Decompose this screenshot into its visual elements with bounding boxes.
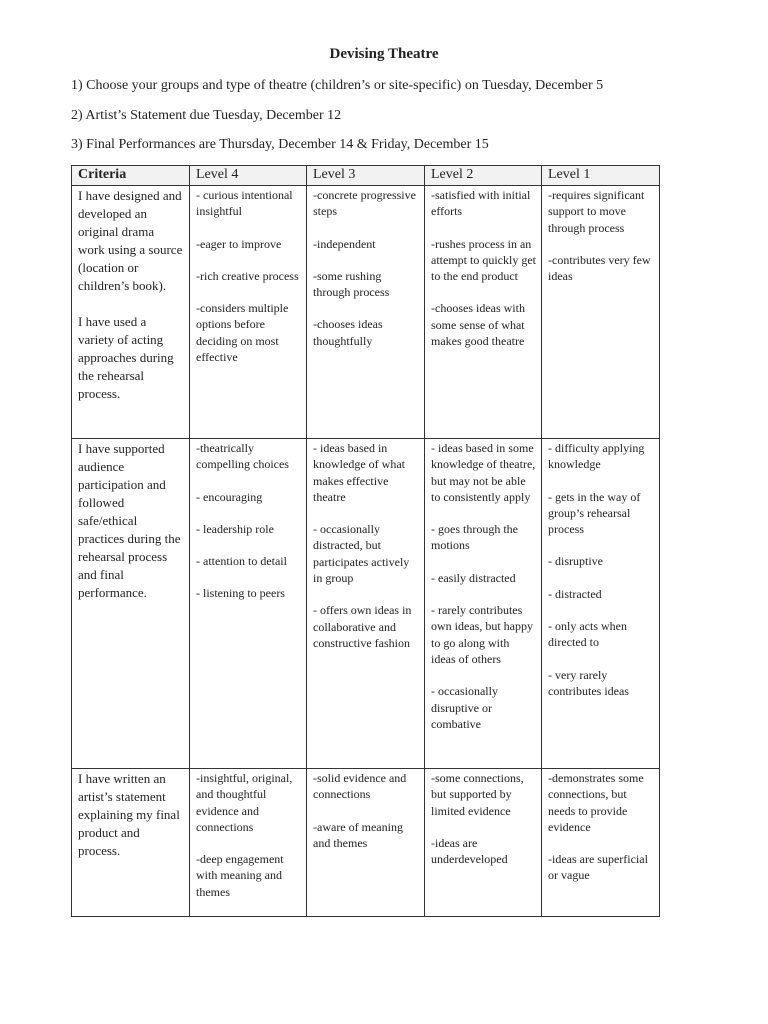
instruction-1: 1) Choose your groups and type of theatre (children’s or site-specific) on Tuesday, December 5 bbox=[71, 78, 604, 93]
level-2-cell bbox=[425, 439, 542, 769]
level-1-cell bbox=[542, 186, 660, 439]
descriptor: - offers own ideas in collaborative and constructive fashion bbox=[313, 603, 412, 650]
descriptor: -considers multiple options before deciding on most effective bbox=[196, 301, 289, 365]
descriptor: - distracted bbox=[548, 586, 602, 601]
descriptor: - gets in the way of group’s rehearsal process bbox=[548, 489, 641, 537]
level-3-cell bbox=[307, 186, 425, 439]
criteria-text: I have supported audience participation and followed safe/ethical practices during the rehearsal process and final performance. bbox=[78, 441, 181, 600]
descriptor: -some rushing through process bbox=[313, 268, 390, 300]
header-level-2: Level 2 bbox=[425, 166, 542, 186]
descriptor: -rich creative process bbox=[196, 268, 299, 283]
document-title: Devising Theatre bbox=[329, 46, 439, 62]
criteria-text: I have designed and developed an original drama work using a source (location or children’s book). bbox=[78, 188, 183, 293]
descriptor: -requires significant support to move through process bbox=[548, 188, 645, 235]
descriptor: -rushes process in an attempt to quickly get to the end product bbox=[431, 236, 536, 284]
descriptor: -contributes very few ideas bbox=[548, 252, 651, 284]
descriptor: - difficulty applying knowledge bbox=[548, 441, 645, 472]
descriptor: -independent bbox=[313, 236, 376, 251]
table-row bbox=[72, 769, 660, 917]
header-level-4: Level 4 bbox=[190, 166, 307, 186]
descriptor: - occasionally disruptive or combative bbox=[431, 684, 498, 731]
header-level-1: Level 1 bbox=[542, 166, 660, 186]
descriptor: - encouraging bbox=[196, 489, 263, 504]
descriptor: -deep engagement with meaning and themes bbox=[196, 852, 284, 899]
descriptor: -chooses ideas thoughtfully bbox=[313, 317, 383, 348]
descriptor: - ideas based in some knowledge of theatre, but may not be able to consistently apply bbox=[431, 441, 536, 504]
level-2-cell bbox=[425, 769, 542, 917]
descriptor: - rarely contributes own ideas, but happy to go along with ideas of others bbox=[431, 603, 533, 666]
descriptor: -ideas are underdeveloped bbox=[431, 835, 508, 867]
descriptor: - curious intentional insightful bbox=[196, 188, 293, 219]
table-row bbox=[72, 439, 660, 769]
instruction-3: 3) Final Performances are Thursday, December 14 & Friday, December 15 bbox=[71, 137, 489, 152]
criteria-cell bbox=[72, 186, 190, 439]
instruction-2: 2) Artist’s Statement due Tuesday, December 12 bbox=[71, 108, 342, 123]
level-1-cell bbox=[542, 439, 660, 769]
descriptor: - leadership role bbox=[196, 521, 274, 536]
descriptor: -concrete progressive steps bbox=[313, 188, 416, 219]
descriptor: -chooses ideas with some sense of what makes good theatre bbox=[431, 301, 525, 349]
descriptor: - easily distracted bbox=[431, 570, 516, 585]
header-criteria: Criteria bbox=[72, 166, 190, 186]
descriptor: - attention to detail bbox=[196, 554, 287, 569]
descriptor: -satisfied with initial efforts bbox=[431, 188, 531, 219]
criteria-cell bbox=[72, 769, 190, 917]
rubric-table bbox=[71, 165, 660, 917]
descriptor: - occasionally distracted, but participates actively in group bbox=[313, 522, 410, 586]
level-3-cell bbox=[307, 769, 425, 917]
level-3-cell bbox=[307, 439, 425, 769]
level-4-cell bbox=[190, 439, 307, 769]
descriptor: - listening to peers bbox=[196, 586, 285, 601]
descriptor: - disruptive bbox=[548, 554, 603, 569]
descriptor: - only acts when directed to bbox=[548, 619, 627, 650]
level-4-cell bbox=[190, 769, 307, 917]
descriptor: -some connections, but supported by limited evidence bbox=[431, 771, 524, 818]
level-2-cell bbox=[425, 186, 542, 439]
descriptor: - ideas based in knowledge of what makes effective theatre bbox=[313, 441, 405, 504]
descriptor: - goes through the motions bbox=[431, 522, 518, 553]
descriptor: -ideas are superficial or vague bbox=[548, 852, 648, 883]
level-4-cell bbox=[190, 186, 307, 439]
header-row bbox=[72, 166, 660, 186]
level-1-cell bbox=[542, 769, 660, 917]
descriptor: -solid evidence and connections bbox=[313, 771, 407, 802]
descriptor: -eager to improve bbox=[196, 236, 282, 251]
descriptor: -insightful, original, and thoughtful evidence and connections bbox=[196, 771, 293, 834]
descriptor: -demonstrates some connections, but needs to provide evidence bbox=[548, 771, 644, 834]
criteria-text: I have written an artist’s statement explaining my final product and process. bbox=[78, 771, 180, 858]
table-row bbox=[72, 186, 660, 439]
descriptor: -theatrically compelling choices bbox=[196, 441, 289, 472]
descriptor: - very rarely contributes ideas bbox=[548, 667, 629, 698]
criteria-cell bbox=[72, 439, 190, 769]
descriptor: -aware of meaning and themes bbox=[313, 819, 403, 850]
criteria-text: I have used a variety of acting approaches during the rehearsal process. bbox=[78, 314, 174, 401]
header-level-3: Level 3 bbox=[307, 166, 425, 186]
